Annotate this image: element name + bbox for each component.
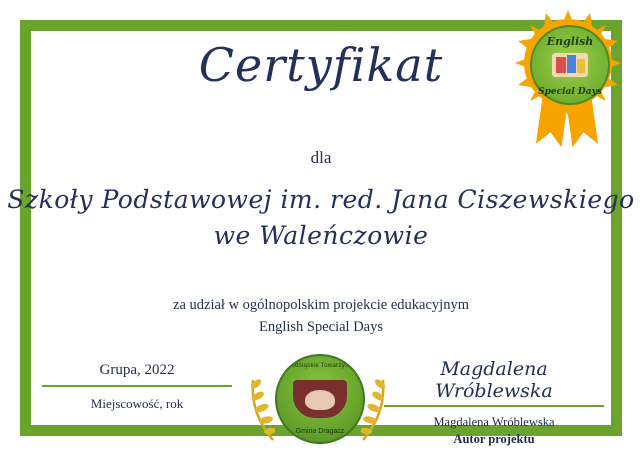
rosette-books-icon (552, 53, 588, 77)
rosette-top-text: English (546, 35, 594, 48)
group-underline (42, 385, 232, 387)
signatory-name: Magdalena Wróblewska (433, 415, 555, 429)
laurel-left-icon (243, 358, 275, 444)
certificate-title: Certyfikat (198, 38, 444, 92)
seal-bottom-text: Gmina Dragacz (295, 428, 345, 435)
group-place-block (42, 362, 232, 412)
seal-top-text: Przedśląskie Towarzystwo (281, 363, 359, 369)
rosette-book-red-icon (556, 57, 566, 73)
group-text: Grupa, 2022 (99, 362, 175, 378)
rosette-bottom-text: Special Days (538, 87, 602, 97)
recipient-line-1: Szkoły Podstawowej im. red. Jana Ciszewskiego (7, 185, 635, 214)
reason-block (0, 294, 642, 338)
for-label: dla (310, 148, 332, 167)
rosette-disc (530, 25, 610, 105)
recipient-block (0, 182, 642, 254)
recipient-line-2: we Waleńczowie (213, 221, 429, 250)
signature-text: Magdalena Wróblewska (435, 358, 553, 402)
reason-line-1: za udział w ogólnopolskim projekcie edukacyjnym (173, 297, 469, 313)
signatory-role: Autor projektu (453, 432, 535, 446)
reason-line-2: English Special Days (258, 319, 384, 335)
seal-shield-icon (293, 380, 347, 418)
seal-emblem (275, 354, 365, 444)
signature-underline (384, 405, 604, 407)
laurel-right-icon (361, 358, 393, 444)
seal-figure-icon (305, 390, 335, 410)
rosette-book-yellow-icon (577, 59, 585, 73)
organization-seal (243, 352, 393, 448)
place-text: Miejscowość, rok (90, 396, 184, 411)
rosette-book-blue-icon (567, 55, 576, 73)
signature-block (384, 358, 604, 447)
award-rosette (500, 2, 636, 152)
